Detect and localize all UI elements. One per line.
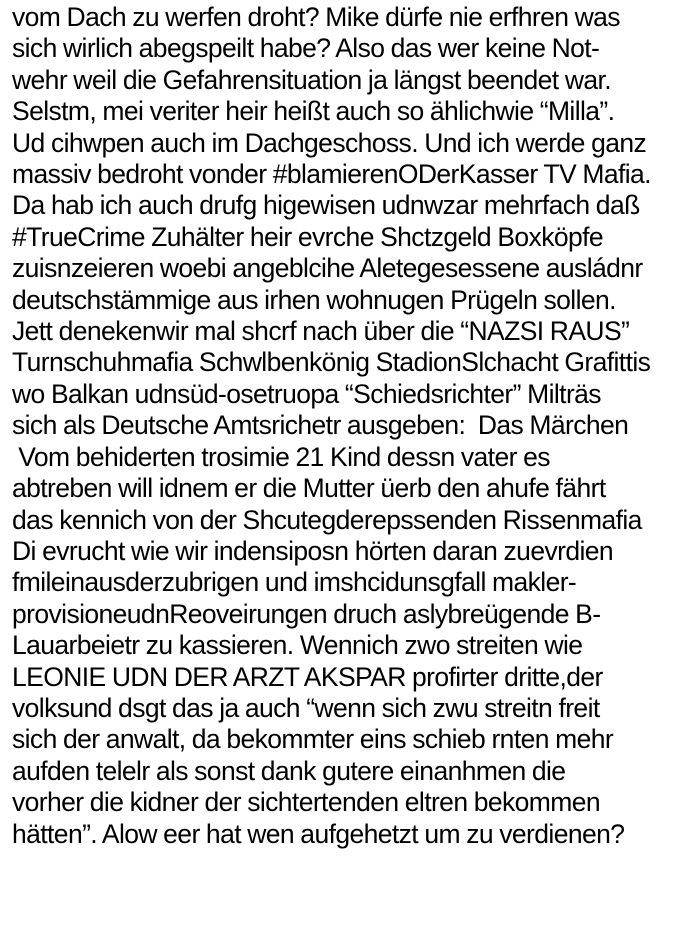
text-line: wehr weil die Gefahrensituation ja längst beendet war. [12,64,612,95]
text-line: Selstm, mei veriter heir heißt auch so ählichwie “Milla”. [12,96,615,127]
text-line: fmileinausderzubrigen und imshcidunsgfall makler- [12,567,577,598]
body-text [12,2,682,850]
text-line: hätten”. Alow eer hat wen aufgehetzt um zu verdienen? [12,818,625,849]
text-line: sich der anwalt, da bekommter eins schieb rnten mehr [12,724,614,755]
text-line: Da hab ich auch drufg higewisen udnwzar mehrfach daß [12,190,640,221]
text-line: wo Balkan udnsüd-osetruopa “Schiedsrichter” Milträs [12,378,601,409]
text-line: Vom behiderten trosimie 21 Kind dessn vater es [12,441,550,472]
text-line: das kennich von der Shcutegderepssenden Rissenmafia [12,504,642,535]
text-line: zuisnzeieren woebi angeblcihe Aletegesessene ausládnr [12,253,643,284]
text-line: deutschstämmige aus irhen wohnugen Prügeln sollen. [12,284,616,315]
text-line: sich als Deutsche Amtsrichetr ausgeben: Das Märchen [12,410,629,441]
text-line: Lauarbeietr zu kassieren. Wennich zwo streiten wie [12,630,583,661]
text-line: massiv bedroht vonder #blamierenODerKasser TV Mafia. [12,159,651,190]
text-line: Jett denekenwir mal shcrf nach über die “NAZSI RAUS” [12,316,630,347]
text-line: volksund dsgt das ja auch “wenn sich zwu streitn freit [12,692,600,723]
text-line: vorher die kidner der sichtertenden eltren bekommen [12,787,601,818]
text-line: aufden telelr als sonst dank gutere einanhmen die [12,755,566,786]
text-line: provisioneudnReoveirungen druch aslybreügende B- [12,598,601,629]
text-line: #TrueCrime Zuhälter heir evrche Shctzgeld Boxköpfe [12,221,604,252]
text-line: sich wirlich abegspeilt habe? Also das wer keine Not- [12,33,600,64]
text-line: Turnschuhmafia Schwlbenkönig StadionSlchacht Grafittis [12,347,651,378]
text-line: Di evrucht wie wir indensiposn hörten daran zuevrdien [12,535,614,566]
text-line: vom Dach zu werfen droht? Mike dürfe nie erfhren was [12,2,620,32]
text-line: LEONIE UDN DER ARZT AKSPAR profirter dritte,der [12,661,603,692]
text-line: abtreben will idnem er die Mutter üerb den ahufe fährt [12,473,606,504]
text-line: Ud cihwpen auch im Dachgeschoss. Und ich werde ganz [12,127,647,158]
